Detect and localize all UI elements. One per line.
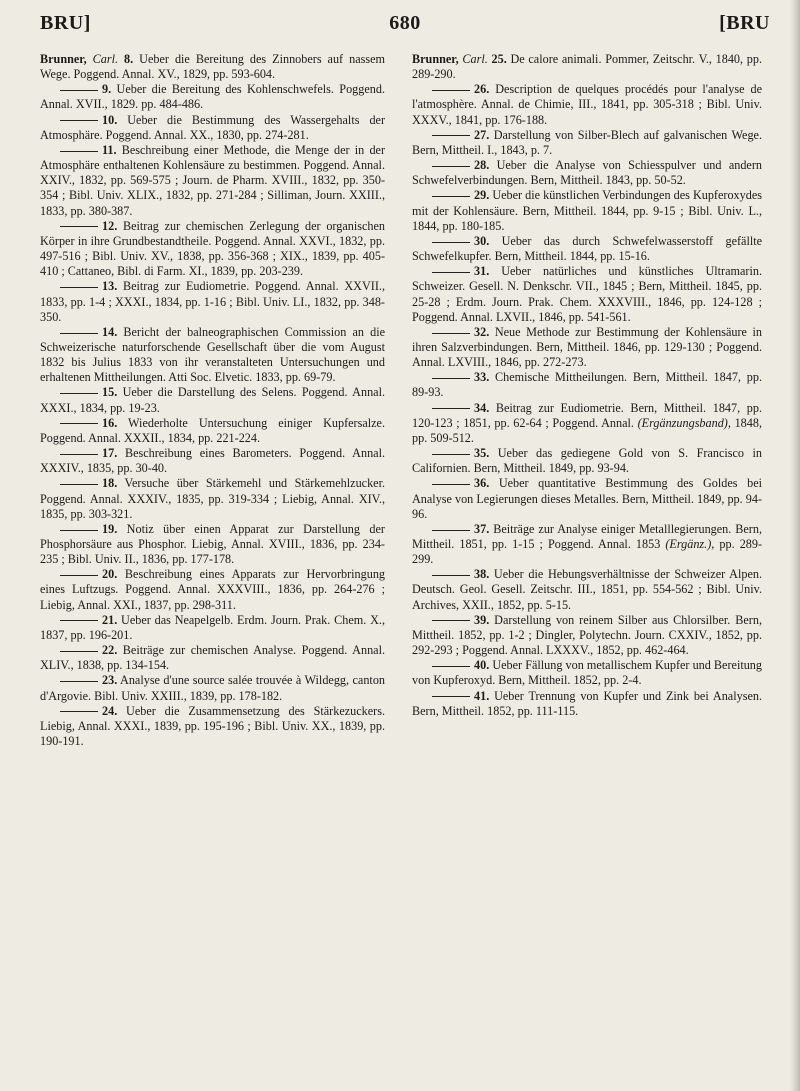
entry-text: Beiträge zur Analyse einiger Metalllegierungen. Bern, Mittheil. 1851, pp. 1-15 ; Poggend. Annal. 1853 [412, 521, 762, 551]
ditto-dash [432, 90, 470, 91]
ditto-dash [432, 242, 470, 243]
ditto-dash [60, 454, 98, 455]
entry-number: 21. [102, 612, 118, 627]
entry-text: Ueber quantitative Bestimmung des Goldes bei Analyse von Legierungen dieses Metalles. Bern, Mittheil. 1849, pp. 94-96. [412, 476, 763, 521]
ditto-dash [432, 484, 470, 485]
left-column [40, 52, 385, 749]
entry-number: 35. [474, 446, 490, 461]
entry-text-tail: pp. 289-299. [412, 537, 763, 567]
ditto-dash [432, 272, 470, 273]
bibliography-entry [40, 643, 385, 673]
ditto-dash [60, 333, 98, 334]
entry-text: Bericht der balneographischen Commission an die Schweizerische naturforschende Gesellschaft über die vom August 1832 bis Julius 1833 von ihr veranstalteten Untersuchungen und erhaltenen Mittheilungen. Atti Soc. Elvetic. 1833, pp. 69-79. [40, 324, 385, 385]
ditto-dash [60, 151, 98, 152]
entry-number: 41. [474, 688, 490, 703]
running-header [40, 12, 770, 42]
ditto-dash [60, 90, 98, 91]
entry-text: Ueber die Zusammensetzung des Stärkezuckers. Liebig, Annal. XXXI., 1839, pp. 195-196 ; Bibl. Univ. XX., 1839, pp. 190-191. [40, 703, 385, 749]
entry-number: 38. [474, 567, 490, 582]
entry-text: Ueber die Analyse von Schiesspulver und andern Schwefelverbindungen. Bern, Mittheil. 1843, pp. 50-52. [412, 158, 762, 188]
page-edge-shadow [790, 0, 800, 1091]
ditto-dash [60, 711, 98, 712]
entry-number: 40. [474, 658, 490, 673]
entry-text: Ueber die künstlichen Verbindungen des Kupferoxydes mit der Kohlensäure. Bern, Mittheil. 1844, pp. 9-15 ; Bibl. Univ. L., 1844, pp. 180-185. [412, 188, 762, 233]
author-name: Brunner, [40, 52, 87, 66]
entry-italic-text: (Ergänzungsband), [637, 415, 731, 430]
bibliography-entry [412, 370, 762, 400]
bibliography-entry [40, 143, 385, 219]
entry-number: 17. [102, 446, 118, 461]
ditto-dash [432, 575, 470, 576]
bibliography-entry [412, 188, 762, 233]
entry-text: Ueber das gediegene Gold von S. Francisco in Californien. Bern, Mittheil. 1849, pp. 93-94. [412, 446, 762, 476]
ditto-dash [60, 287, 98, 288]
bibliography-entry [40, 613, 385, 643]
ditto-dash [432, 696, 470, 697]
entry-text: Ueber Trennung von Kupfer und Zink bei Analysen. Bern, Mittheil. 1852, pp. 111-115. [412, 688, 762, 718]
entry-text: Analyse d'une source salée trouvée à Wildegg, canton d'Argovie. Bibl. Univ. XXIII., 1839, pp. 178-182. [40, 673, 386, 703]
bibliography-entry [412, 234, 762, 264]
bibliography-entry [40, 446, 385, 476]
bibliography-entry [412, 128, 762, 158]
entry-text: Ueber das durch Schwefelwasserstoff gefällte Schwefelkupfer. Bern, Mittheil. 1844, pp. 15-16. [412, 233, 763, 264]
entry-text: Description de quelques procédés pour l'analyse de l'atmosphère. Annal. de Chimie, III., 1841, pp. 305-318 ; Bibl. Univ. XXXV., 1841, pp. 176-188. [412, 82, 763, 127]
bibliography-entry [40, 522, 385, 567]
entry-text: Versuche über Stärkemehl und Stärkemehlzucker. Poggend. Annal. XXXIV., 1835, pp. 319-334 ; Liebig, Annal. XIV., 1835, pp. 303-321. [40, 476, 386, 521]
entry-number: 26. [474, 82, 490, 97]
header-right: [BRU [719, 12, 770, 34]
bibliography-entry [412, 82, 762, 127]
entry-number: 12. [102, 218, 118, 233]
entry-text: Ueber das Neapelgelb. Erdm. Journ. Prak. Chem. X., 1837, pp. 196-201. [40, 612, 385, 642]
ditto-dash [432, 454, 470, 455]
bibliography-entry [40, 567, 385, 612]
entry-number: 13. [102, 279, 118, 294]
ditto-dash [60, 530, 98, 531]
entry-text: Beitrag zur Eudiometrie. Bern, Mittheil. 1847, pp. 120-123 ; 1851, pp. 62-64 ; Poggend. Annal. [412, 400, 763, 430]
ditto-dash [60, 484, 98, 485]
ditto-dash [60, 651, 98, 652]
bibliography-entry [40, 416, 385, 446]
ditto-dash [60, 120, 98, 121]
bibliography-entry [40, 113, 385, 143]
entry-number: 20. [102, 567, 118, 582]
ditto-dash [432, 408, 470, 409]
entry-number: 9. [102, 82, 112, 97]
bibliography-entry [40, 673, 385, 703]
bibliography-entry [40, 82, 385, 112]
author-name: Brunner, [412, 52, 459, 66]
entry-number: 39. [474, 612, 490, 627]
entry-text: De calore animali. Pommer, Zeitschr. V., 1840, pp. 289-290. [412, 52, 763, 82]
entry-number: 14. [102, 324, 118, 339]
entry-number: 32. [474, 324, 490, 339]
bibliography-entry [412, 658, 762, 688]
entry-number: 25. [491, 52, 507, 66]
bibliography-entry [412, 52, 762, 82]
entry-number: 36. [474, 476, 490, 491]
entry-text: Wiederholte Untersuchung einiger Kupfersalze. Poggend. Annal. XXXII., 1834, pp. 221-224. [40, 415, 385, 445]
ditto-dash [60, 226, 98, 227]
entry-text: Chemische Mittheilungen. Bern, Mittheil. 1847, pp. 89-93. [412, 370, 763, 400]
bibliography-entry [412, 689, 762, 719]
ditto-dash [60, 423, 98, 424]
bibliography-entry [40, 704, 385, 749]
entry-text: Ueber Fällung von metallischem Kupfer und Bereitung von Kupferoxyd. Bern, Mittheil. 1852, pp. 2-4. [412, 658, 762, 688]
entry-number: 11. [102, 142, 117, 157]
ditto-dash [432, 620, 470, 621]
entry-number: 31. [474, 264, 490, 279]
author-given-name: Carl. [92, 52, 119, 66]
right-column [412, 52, 762, 719]
ditto-dash [432, 666, 470, 667]
entry-text: Ueber die Bereitung des Zinnobers auf nassem Wege. Poggend. Annal. XV., 1829, pp. 593-604. [40, 52, 385, 82]
entry-text: Ueber die Darstellung des Selens. Poggend. Annal. XXXI., 1834, pp. 19-23. [40, 385, 386, 415]
ditto-dash [60, 393, 98, 394]
bibliography-entry [412, 264, 762, 325]
entry-number: 22. [102, 643, 118, 658]
entry-number: 28. [474, 158, 490, 173]
entry-number: 23. [102, 673, 118, 688]
entry-text: Ueber natürliches und künstliches Ultramarin. Schweizer. Gesell. N. Denkschr. VII., 1845 ; Bern, Mittheil. 1845, pp. 25-28 ; Erdm. Journ. Prak. Chem. XXXVIII., 1846, pp. 124-128 ; Poggend. Annal. LXVII., 1846, pp. 541-561. [412, 264, 762, 324]
ditto-dash [432, 166, 470, 167]
entry-number: 19. [102, 521, 118, 536]
ditto-dash [60, 620, 98, 621]
entry-number: 29. [474, 188, 490, 203]
ditto-dash [432, 333, 470, 334]
entry-text-tail: 1848, pp. 509-512. [412, 415, 762, 445]
entry-number: 10. [102, 112, 118, 127]
bibliography-entry [412, 401, 762, 446]
entry-number: 15. [102, 385, 118, 400]
entry-text: Beschreibung einer Methode, die Menge der in der Atmosphäre enthaltenen Kohlensäure zu bestimmen. Poggend. Annal. XXIV., 1832, pp. 569-575 ; Journ. de Pharm. XVIII., 1832, pp. 350-354 ; Bibl. Univ. XLIX., 1832, pp. 271-284 ; Silliman, Journ. XXIII., 1833, pp. 380-387. [40, 142, 385, 218]
bibliography-entry [40, 385, 385, 415]
entry-number: 16. [102, 415, 118, 430]
author-given-name: Carl. [462, 52, 488, 66]
entry-text: Ueber die Bestimmung des Wassergehalts der Atmosphäre. Poggend. Annal. XX., 1830, pp. 274-281. [40, 112, 386, 142]
entry-text: Neue Methode zur Bestimmung der Kohlensäure in ihren Salzverbindungen. Bern, Mittheil. 1846, pp. 129-130 ; Poggend. Annal. LXVIII., 1846, pp. 272-273. [412, 324, 762, 370]
entry-number: 24. [102, 703, 118, 718]
bibliography-entry [412, 522, 762, 567]
bibliography-entry [412, 158, 762, 188]
bibliography-entry [40, 325, 385, 386]
entry-text: Notiz über einen Apparat zur Darstellung der Phosphorsäure aus Phosphor. Liebig, Annal. XVIII., 1836, pp. 234-235 ; Bibl. Univ. II., 1836, pp. 177-178. [40, 521, 385, 567]
ditto-dash [432, 530, 470, 531]
entry-number: 37. [474, 521, 490, 536]
ditto-dash [432, 135, 470, 136]
ditto-dash [60, 681, 98, 682]
entry-text: Darstellung von Silber-Blech auf galvanischen Wege. Bern, Mittheil. I., 1843, p. 7. [412, 127, 762, 157]
bibliography-entry [412, 476, 762, 521]
entry-text: Darstellung von reinem Silber aus Chlorsilber. Bern, Mittheil. 1852, pp. 1-2 ; Dingler, Polytechn. Journ. CXXIV., 1852, pp. 292-293 ; Poggend. Annal. LXXXV., 1852, pp. 462-464. [412, 612, 763, 658]
entry-number: 34. [474, 400, 490, 415]
entry-text: Ueber die Bereitung des Kohlenschwefels. Poggend. Annal. XVII., 1829. pp. 484-486. [40, 82, 386, 112]
entry-text: Beitrag zur Eudiometrie. Poggend. Annal. XXVII., 1833, pp. 1-4 ; XXXI., 1834, pp. 1-16 ; Bibl. Univ. LI., 1832, pp. 348-350. [40, 279, 386, 324]
ditto-dash [432, 378, 470, 379]
ditto-dash [60, 575, 98, 576]
bibliography-entry [40, 279, 385, 324]
entry-text: Beschreibung eines Apparats zur Hervorbringung eines Luftzugs. Poggend. Annal. XXXVIII., 1836, pp. 264-276 ; Liebig, Annal. XXI., 1837, pp. 298-311. [40, 567, 386, 612]
entry-text: Ueber die Hebungsverhältnisse der Schweizer Alpen. Deutsch. Geol. Gesell. Zeitschr. III., 1851, pp. 554-562 ; Bibl. Univ. Archives, XXII., 1852, pp. 5-15. [412, 567, 762, 612]
entry-number: 8. [124, 52, 134, 66]
bibliography-entry [412, 567, 762, 612]
entry-text: Beiträge zur chemischen Analyse. Poggend. Annal. XLIV., 1838, pp. 134-154. [40, 643, 386, 673]
bibliography-entry [40, 219, 385, 280]
ditto-dash [432, 196, 470, 197]
entry-number: 33. [474, 370, 490, 385]
entry-number: 27. [474, 127, 490, 142]
entry-text: Beschreibung eines Barometers. Poggend. Annal. XXXIV., 1835, pp. 30-40. [40, 446, 386, 476]
entry-number: 18. [102, 476, 118, 491]
bibliography-entry [412, 613, 762, 658]
header-left: BRU] [40, 12, 91, 34]
entry-italic-text: (Ergänz.), [665, 537, 715, 551]
bibliography-entry [40, 52, 385, 82]
bibliography-entry [412, 325, 762, 370]
bibliography-entry [412, 446, 762, 476]
entry-text: Beitrag zur chemischen Zerlegung der organischen Körper in ihre Grundbestandtheile. Poggend. Annal. XXVI., 1832, pp. 497-516 ; Bibl. Univ. XV., 1838, pp. 356-368 ; XIX., 1839, pp. 405-410 ; Cattaneo, Bibl. di Farm. XI., 1839, pp. 203-239. [40, 218, 385, 279]
bibliography-entry [40, 476, 385, 521]
entry-number: 30. [474, 233, 490, 248]
page-number: 680 [389, 12, 421, 34]
